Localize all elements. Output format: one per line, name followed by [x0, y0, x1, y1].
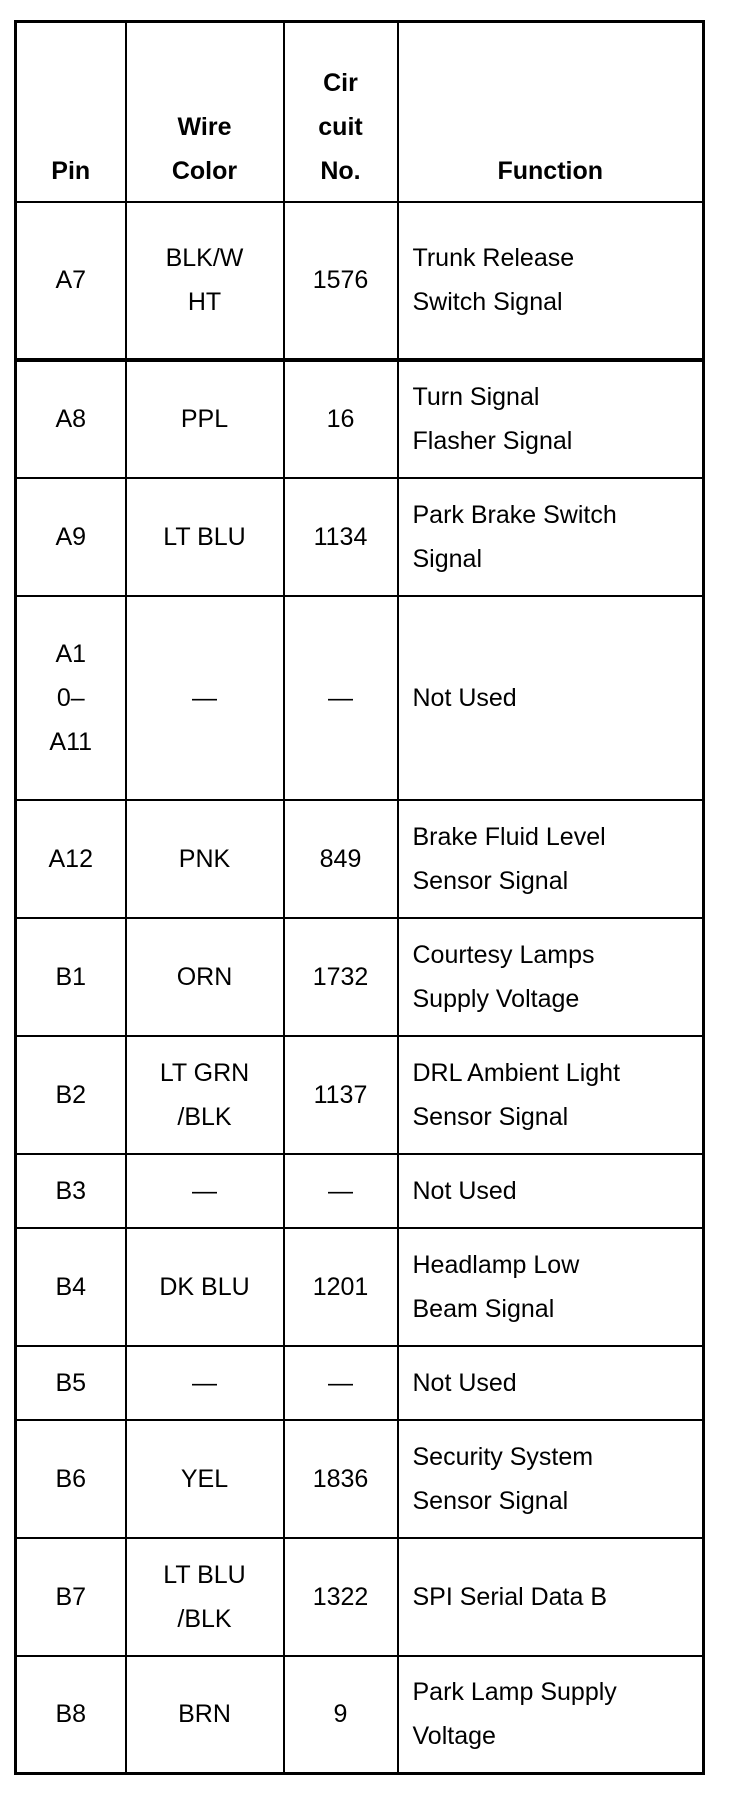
circuit-no-cell: 16	[284, 360, 398, 478]
wire-color-cell: —	[126, 1346, 284, 1420]
pin-cell: A1 0– A11	[16, 596, 126, 800]
pin-cell: A7	[16, 202, 126, 360]
table-row	[16, 1420, 704, 1538]
wire-color-cell: LT BLU	[126, 478, 284, 596]
pin-cell: B6	[16, 1420, 126, 1538]
circuit-no-cell: —	[284, 596, 398, 800]
table-row	[16, 1228, 704, 1346]
circuit-no-cell: 1732	[284, 918, 398, 1036]
header-circuit-no: Cir cuit No.	[284, 22, 398, 202]
pin-cell: A12	[16, 800, 126, 918]
function-cell: Trunk Release Switch Signal	[398, 202, 704, 360]
connector-pin-table-page	[14, 20, 702, 1775]
wire-color-cell: ORN	[126, 918, 284, 1036]
wire-color-cell: BLK/W HT	[126, 202, 284, 360]
wire-color-cell: PNK	[126, 800, 284, 918]
function-cell: DRL Ambient Light Sensor Signal	[398, 1036, 704, 1154]
function-cell: Brake Fluid Level Sensor Signal	[398, 800, 704, 918]
function-cell: Not Used	[398, 1154, 704, 1228]
connector-pin-table	[14, 20, 705, 1775]
wire-color-cell: DK BLU	[126, 1228, 284, 1346]
pin-cell: A9	[16, 478, 126, 596]
function-cell: Headlamp Low Beam Signal	[398, 1228, 704, 1346]
pin-cell: B3	[16, 1154, 126, 1228]
circuit-no-cell: 9	[284, 1656, 398, 1774]
function-cell: Not Used	[398, 1346, 704, 1420]
header-function: Function	[398, 22, 704, 202]
circuit-no-cell: —	[284, 1154, 398, 1228]
table-row	[16, 1656, 704, 1774]
table-row	[16, 1036, 704, 1154]
table-row	[16, 596, 704, 800]
wire-color-cell: —	[126, 596, 284, 800]
function-cell: Turn Signal Flasher Signal	[398, 360, 704, 478]
wire-color-cell: LT BLU /BLK	[126, 1538, 284, 1656]
header-wire-color: Wire Color	[126, 22, 284, 202]
header-row	[16, 22, 704, 202]
table-row	[16, 478, 704, 596]
table-row	[16, 202, 704, 360]
circuit-no-cell: 1576	[284, 202, 398, 360]
table-row	[16, 360, 704, 478]
circuit-no-cell: 849	[284, 800, 398, 918]
table-body	[16, 202, 704, 1774]
circuit-no-cell: 1134	[284, 478, 398, 596]
function-cell: Park Lamp Supply Voltage	[398, 1656, 704, 1774]
table-row	[16, 800, 704, 918]
wire-color-cell: LT GRN /BLK	[126, 1036, 284, 1154]
function-cell: Park Brake Switch Signal	[398, 478, 704, 596]
header-pin: Pin	[16, 22, 126, 202]
table-row	[16, 1154, 704, 1228]
wire-color-cell: BRN	[126, 1656, 284, 1774]
wire-color-cell: PPL	[126, 360, 284, 478]
function-cell: SPI Serial Data B	[398, 1538, 704, 1656]
wire-color-cell: YEL	[126, 1420, 284, 1538]
pin-cell: B7	[16, 1538, 126, 1656]
function-cell: Courtesy Lamps Supply Voltage	[398, 918, 704, 1036]
pin-cell: B2	[16, 1036, 126, 1154]
table-row	[16, 1538, 704, 1656]
pin-cell: B5	[16, 1346, 126, 1420]
pin-cell: B8	[16, 1656, 126, 1774]
pin-cell: A8	[16, 360, 126, 478]
table-row	[16, 918, 704, 1036]
pin-cell: B4	[16, 1228, 126, 1346]
function-cell: Not Used	[398, 596, 704, 800]
pin-cell: B1	[16, 918, 126, 1036]
circuit-no-cell: 1137	[284, 1036, 398, 1154]
circuit-no-cell: —	[284, 1346, 398, 1420]
table-row	[16, 1346, 704, 1420]
table-header	[16, 22, 704, 202]
circuit-no-cell: 1201	[284, 1228, 398, 1346]
wire-color-cell: —	[126, 1154, 284, 1228]
function-cell: Security System Sensor Signal	[398, 1420, 704, 1538]
circuit-no-cell: 1836	[284, 1420, 398, 1538]
circuit-no-cell: 1322	[284, 1538, 398, 1656]
